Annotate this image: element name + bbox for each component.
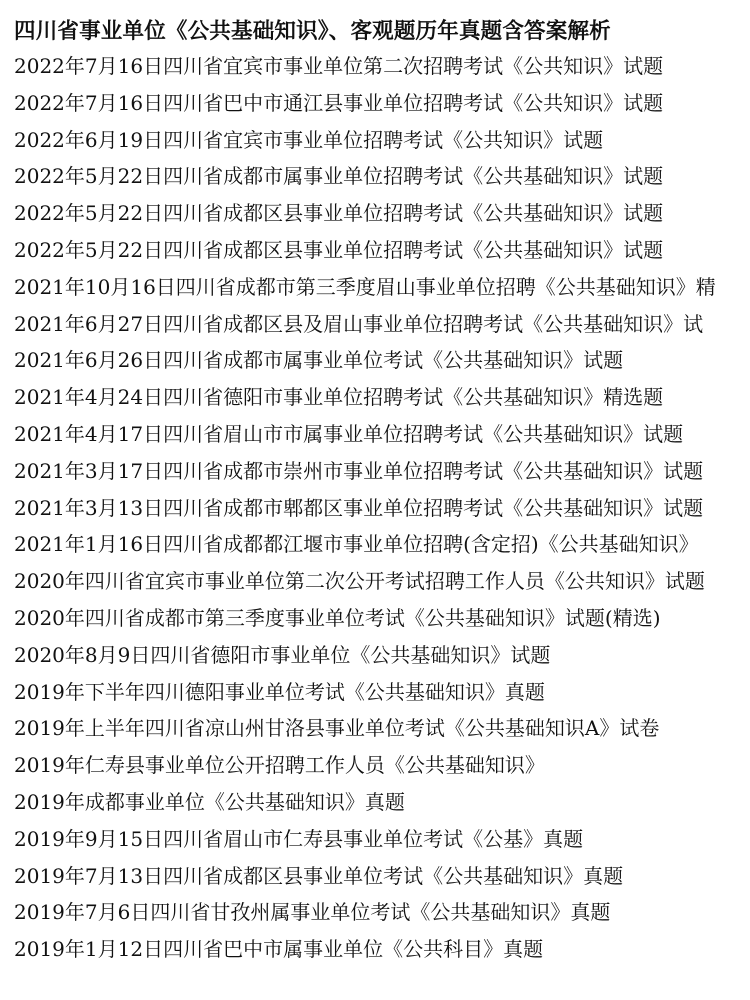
list-item: 2020年四川省宜宾市事业单位第二次公开考试招聘工作人员《公共知识》试题 <box>14 569 705 594</box>
list-item: 2022年5月22日四川省成都市属事业单位招聘考试《公共基础知识》试题 <box>14 164 664 189</box>
list-item: 2019年成都事业单位《公共基础知识》真题 <box>14 789 405 814</box>
list-item: 2021年4月24日四川省德阳市事业单位招聘考试《公共基础知识》精选题 <box>14 385 664 410</box>
list-item: 2021年4月17日四川省眉山市市属事业单位招聘考试《公共基础知识》试题 <box>14 421 684 446</box>
list-item: 2019年7月13日四川省成都区县事业单位考试《公共基础知识》真题 <box>14 863 624 888</box>
list-item: 2019年1月12日四川省巴中市属事业单位《公共科目》真题 <box>14 937 544 962</box>
list-item: 2019年7月6日四川省甘孜州属事业单位考试《公共基础知识》真题 <box>14 900 611 925</box>
list-item: 2022年5月22日四川省成都区县事业单位招聘考试《公共基础知识》试题 <box>14 201 664 226</box>
list-item: 2019年下半年四川德阳事业单位考试《公共基础知识》真题 <box>14 679 545 704</box>
list-item: 2021年6月27日四川省成都区县及眉山事业单位招聘考试《公共基础知识》试 <box>14 311 704 336</box>
list-item: 2022年7月16日四川省巴中市通江县事业单位招聘考试《公共知识》试题 <box>14 90 664 115</box>
list-item: 2021年6月26日四川省成都市属事业单位考试《公共基础知识》试题 <box>14 348 624 373</box>
exam-list <box>14 48 750 968</box>
list-item: 2021年1月16日四川省成都都江堰市事业单位招聘(含定招)《公共基础知识》 <box>14 532 699 557</box>
list-item: 2022年5月22日四川省成都区县事业单位招聘考试《公共基础知识》试题 <box>14 237 664 262</box>
list-item: 2019年仁寿县事业单位公开招聘工作人员《公共基础知识》 <box>14 753 545 778</box>
list-item: 2020年8月9日四川省德阳市事业单位《公共基础知识》试题 <box>14 642 551 667</box>
list-item: 2019年上半年四川省凉山州甘洛县事业单位考试《公共基础知识A》试卷 <box>14 716 660 741</box>
list-item: 2022年7月16日四川省宜宾市事业单位第二次招聘考试《公共知识》试题 <box>14 54 664 78</box>
document-title: 四川省事业单位《公共基础知识》、客观题历年真题含答案解析 <box>14 19 611 44</box>
list-item: 2022年6月19日四川省宜宾市事业单位招聘考试《公共知识》试题 <box>14 127 604 152</box>
list-item: 2019年9月15日四川省眉山市仁寿县事业单位考试《公基》真题 <box>14 826 584 851</box>
list-item: 2021年10月16日四川省成都市第三季度眉山事业单位招聘《公共基础知识》精 <box>14 274 716 299</box>
list-item: 2020年四川省成都市第三季度事业单位考试《公共基础知识》试题(精选) <box>14 605 661 630</box>
list-item: 2021年3月17日四川省成都市崇州市事业单位招聘考试《公共基础知识》试题 <box>14 458 704 483</box>
list-item: 2021年3月13日四川省成都市郫都区事业单位招聘考试《公共基础知识》试题 <box>14 495 704 520</box>
